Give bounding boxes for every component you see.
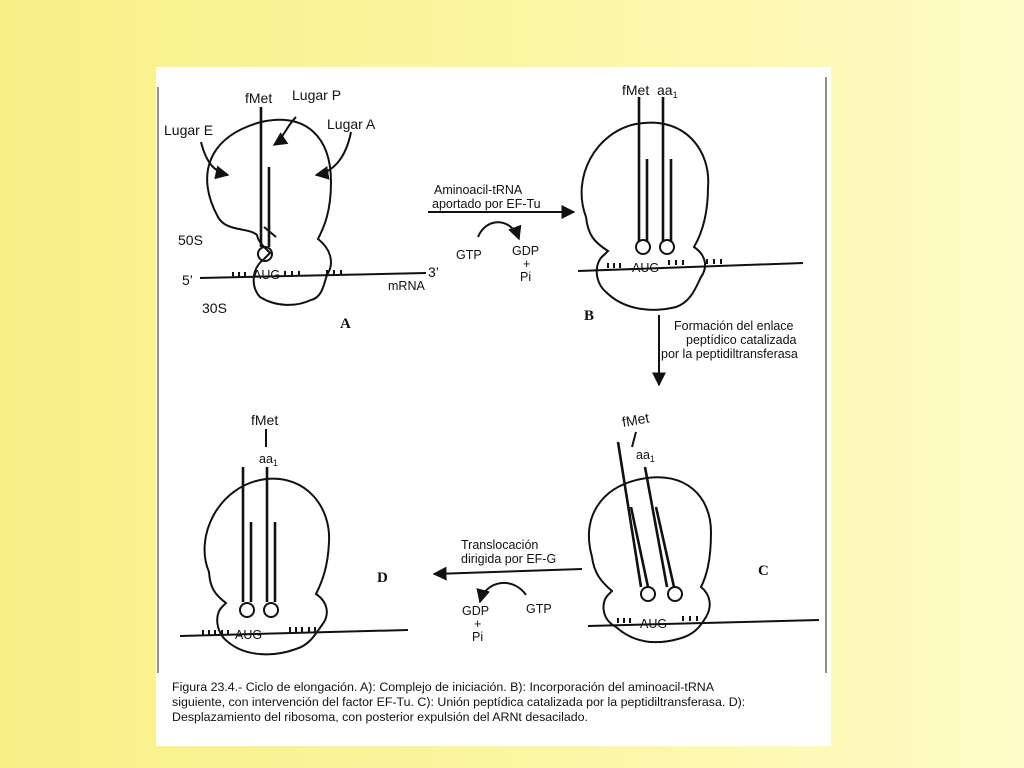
- figure-sheet: [156, 67, 831, 746]
- step-c-to-d-line2: dirigida por EF-G: [461, 552, 557, 566]
- step-c-to-d-line1: Translocación: [461, 538, 539, 552]
- caption-line-1: Figura 23.4.- Ciclo de elongación. A): Complejo de iniciación. B): Incorporación del aminoacil-tRNA: [172, 680, 715, 694]
- panel-a: [164, 87, 439, 332]
- gtp-label-cd: GTP: [526, 602, 552, 616]
- aa1-label-b: $aa_1$: [657, 82, 678, 100]
- panel-c: [588, 409, 819, 642]
- fmet-label-b: fMet: [622, 82, 650, 98]
- anticodon-e-d: [240, 603, 254, 617]
- plus-label-ab: +: [523, 257, 531, 271]
- aa1-label-d: $aa_1$: [259, 452, 278, 468]
- panel-b: [578, 82, 803, 324]
- 30s-label: 30S: [202, 300, 227, 316]
- lugar-e-label: Lugar E: [164, 122, 214, 138]
- panel-c-label: C: [758, 563, 769, 579]
- aa1-label-c: $aa_1$: [636, 448, 655, 464]
- lugar-e-arrow: [201, 142, 228, 175]
- fmet-label-c: fMet: [620, 409, 651, 430]
- aug-label-b: AUG: [632, 261, 660, 275]
- lugar-p-arrow: [274, 117, 296, 145]
- fmet-label-a: fMet: [245, 90, 273, 106]
- aug-label-d: AUG: [235, 628, 263, 642]
- gdp-label-cd: GDP: [462, 604, 490, 618]
- anticodon-p-b: [636, 240, 650, 254]
- step-a-to-b-line2: aportado por EF-Tu: [432, 197, 541, 211]
- pi-label-ab: Pi: [520, 270, 532, 284]
- step-b-to-c-line1: Formación del enlace: [674, 319, 794, 333]
- trna-p-c-left: [618, 442, 641, 587]
- fmet-label-d: fMet: [251, 412, 279, 428]
- lugar-a-arrow: [316, 132, 351, 175]
- figure-caption: [172, 680, 844, 725]
- caption-line-3: Desplazamiento del ribosoma, con posterior expulsión del ARNt desacilado.: [172, 710, 588, 724]
- 50s-label: 50S: [178, 232, 203, 248]
- mrna-label: mRNA: [388, 279, 425, 293]
- trna-a-c-left: [645, 467, 667, 587]
- gtp-gdp-curve-cd: [480, 583, 526, 602]
- step-a-to-b-line1: Aminoacil-tRNA: [434, 183, 523, 197]
- step-a-to-b: [428, 183, 574, 284]
- five-prime-label: 5’: [182, 272, 193, 288]
- caption-line-2: siguiente, con intervención del factor EF-Tu. C): Unión peptídica catalizada por la peptidiltransferasa. D):: [172, 695, 746, 709]
- gtp-label-ab: GTP: [456, 248, 482, 262]
- panel-a-label: A: [340, 316, 351, 332]
- gdp-label-ab: GDP: [512, 244, 540, 258]
- lugar-p-label: Lugar P: [292, 87, 342, 103]
- mrna-strand-b: [578, 263, 803, 271]
- panel-b-label: B: [584, 308, 595, 324]
- elongation-cycle-diagram: [156, 67, 831, 679]
- aug-label-a: AUG: [253, 268, 281, 282]
- step-b-to-c-line2: peptídico catalizada: [686, 333, 797, 347]
- anticodon-a-b: [660, 240, 674, 254]
- plus-label-cd: +: [474, 617, 482, 631]
- three-prime-label: 3’: [428, 264, 439, 280]
- pi-label-cd: Pi: [472, 630, 484, 644]
- panel-d-label: D: [377, 570, 388, 586]
- step-b-to-c: [659, 315, 798, 385]
- arrow-c-to-d: [434, 569, 582, 574]
- panel-d: [180, 412, 408, 654]
- gtp-gdp-curve-ab: [478, 222, 519, 239]
- anticodon-p-d: [264, 603, 278, 617]
- ribosome-b: [582, 123, 709, 310]
- step-c-to-d: [434, 538, 582, 644]
- anticodon-p-c: [641, 587, 655, 601]
- anticodon-a-c: [668, 587, 682, 601]
- lugar-a-label: Lugar A: [327, 116, 376, 132]
- step-b-to-c-line3: por la peptidiltransferasa: [661, 347, 798, 361]
- aug-label-c: AUG: [640, 617, 668, 631]
- peptide-bond-c: [632, 432, 636, 447]
